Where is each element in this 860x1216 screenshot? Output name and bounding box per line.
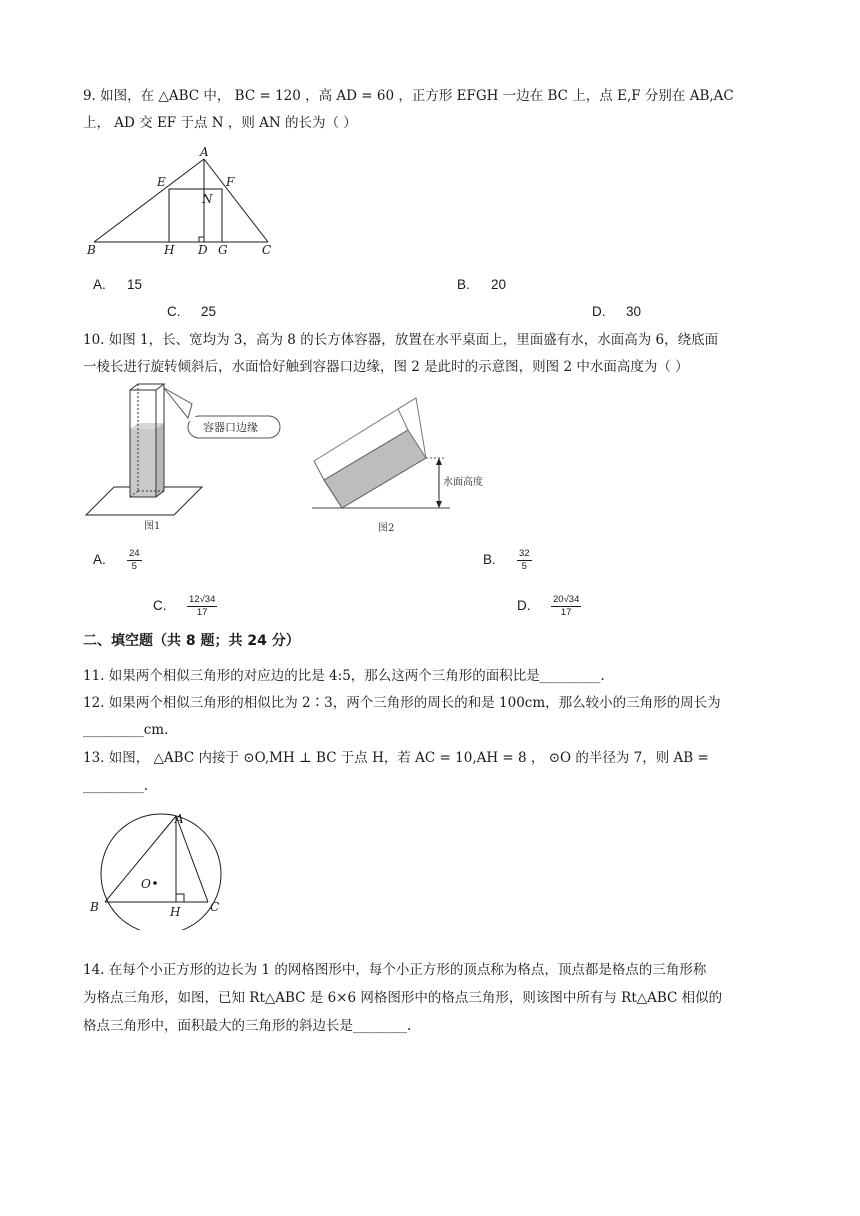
- option-value: 30: [626, 304, 642, 319]
- q13-text-line2: _________.: [83, 778, 149, 794]
- q10-option-b[interactable]: [483, 548, 532, 573]
- q13-figure: [86, 810, 236, 930]
- fig2-caption: 图2: [378, 523, 395, 534]
- label-a: A: [200, 146, 209, 159]
- q14-text-line1: 14. 在每个小正方形的边长为 1 的网格图形中，每个小正方形的顶点称为格点，顶点都是格点的三角形称: [83, 962, 707, 978]
- q10-option-d[interactable]: [517, 594, 581, 619]
- label-o: O: [141, 877, 151, 891]
- q9-text-line1: 9. 如图，在 △ABC 中， BC = 120 ，高 AD = 60 ，正方形 EFGH 一边在 BC 上，点 E,F 分别在 AB,AC: [83, 88, 734, 104]
- callout-pointer: [164, 388, 192, 418]
- q10-figure-1: [84, 382, 294, 532]
- square-efgh: [169, 189, 222, 242]
- segment-ac: [176, 816, 208, 902]
- segment-ac: [204, 159, 268, 242]
- right-angle-mark: [199, 237, 204, 242]
- right-angle-mark: [176, 894, 184, 902]
- segment-ab: [94, 159, 204, 242]
- water-side: [156, 423, 164, 497]
- circle-o: [101, 814, 221, 930]
- fraction-numerator: 32: [519, 548, 530, 559]
- label-b: B: [87, 243, 96, 257]
- water-fill: [130, 429, 156, 497]
- label-n: N: [202, 192, 213, 206]
- label-g: G: [218, 243, 228, 257]
- q11-text: 11. 如果两个相似三角形的对应边的比是 4:5，那么这两个三角形的面积比是_________.: [83, 668, 605, 684]
- fraction-numerator: 12√34: [189, 594, 216, 605]
- label-h: H: [164, 243, 175, 257]
- box-top: [130, 384, 164, 390]
- fraction: [517, 548, 532, 573]
- option-value: 20: [491, 277, 507, 292]
- q9-option-b[interactable]: [457, 277, 506, 292]
- q10-figure-2: [310, 395, 500, 537]
- option-key: A.: [93, 277, 106, 292]
- q9-option-d[interactable]: [592, 304, 641, 319]
- label-a: A: [175, 812, 184, 826]
- section-heading: 二、填空题（共 8 题；共 24 分）: [83, 633, 300, 649]
- label-c: C: [262, 243, 272, 257]
- fraction: [187, 594, 217, 619]
- water-body: [324, 430, 426, 508]
- fraction-denominator: 5: [521, 561, 527, 572]
- label-b: B: [90, 900, 99, 914]
- fraction-denominator: 5: [131, 561, 137, 572]
- fraction-denominator: 17: [196, 607, 208, 618]
- center-point: [153, 881, 157, 885]
- height-label: 水面高度: [443, 477, 483, 488]
- q14-text-line3: 格点三角形中，面积最大的三角形的斜边长是________.: [83, 1018, 412, 1034]
- fraction: [127, 548, 142, 573]
- fig1-caption: 图1: [144, 521, 161, 532]
- q9-option-a[interactable]: [93, 277, 142, 292]
- callout-text: 容器口边缘: [203, 421, 258, 434]
- q10-text-line1: 10. 如图 1，长、宽均为 3，高为 8 的长方体容器，放置在水平桌面上，里面盛有水，水面高为 6，绕底面: [83, 332, 719, 348]
- q14-text-line2: 为格点三角形，如图，已知 Rt△ABC 是 6×6 网格图形中的格点三角形，则该图中所有与 Rt△ABC 相似的: [83, 990, 723, 1006]
- q12-text-line1: 12. 如果两个相似三角形的相似比为 2∶3，两个三角形的周长的和是 100cm，那么较小的三角形的周长为: [83, 695, 721, 711]
- q9-text-line2: 上， AD 交 EF 于点 N ，则 AN 的长为（ ）: [83, 115, 357, 131]
- label-d: D: [198, 243, 208, 257]
- q10-text-line2: 一棱长进行旋转倾斜后，水面恰好触到容器口边缘，图 2 是此时的示意图，则图 2 中水面高度为（ ）: [83, 359, 689, 375]
- option-key: D.: [592, 304, 606, 319]
- q13-text-line1: 13. 如图， △ABC 内接于 ⊙O,MH ⊥ BC 于点 H，若 AC = 10,AH = 8 ， ⊙O 的半径为 7，则 AB =: [83, 750, 709, 766]
- option-key: D.: [517, 598, 531, 614]
- fraction-denominator: 17: [560, 607, 572, 618]
- option-key: C.: [153, 598, 167, 614]
- option-value: 25: [201, 304, 217, 319]
- q9-figure: [84, 146, 284, 262]
- option-value: 15: [127, 277, 143, 292]
- option-key: B.: [457, 277, 470, 292]
- label-c: C: [210, 900, 220, 914]
- q10-option-c[interactable]: [153, 594, 217, 619]
- option-key: B.: [483, 552, 496, 568]
- label-e: E: [157, 175, 166, 189]
- label-h: H: [170, 905, 181, 919]
- fraction-numerator: 20√34: [553, 594, 580, 605]
- fraction-numerator: 24: [129, 548, 140, 559]
- q12-text-line2: _________cm.: [83, 722, 169, 738]
- q10-option-a[interactable]: [93, 548, 142, 573]
- option-key: C.: [167, 304, 181, 319]
- q9-option-c[interactable]: [167, 304, 216, 319]
- label-f: F: [226, 175, 235, 189]
- fraction: [551, 594, 581, 619]
- option-key: A.: [93, 552, 106, 568]
